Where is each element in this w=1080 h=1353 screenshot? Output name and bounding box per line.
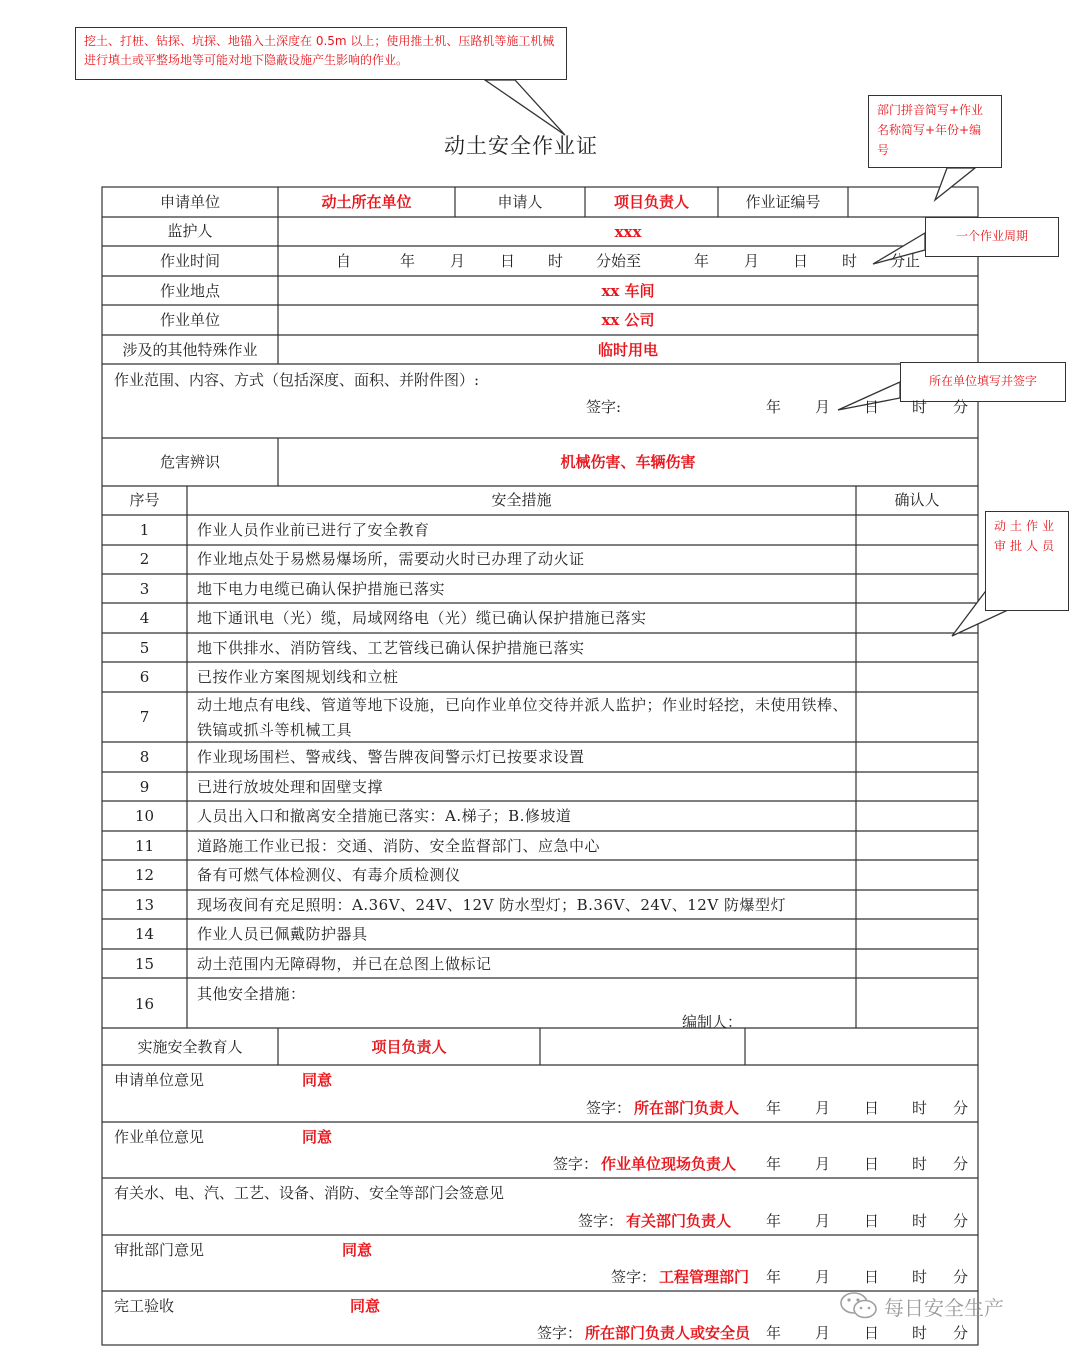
- measure-confirm[interactable]: [856, 516, 978, 544]
- measure-no: 14: [134, 925, 155, 943]
- opinion-value[interactable]: 同意: [342, 1241, 373, 1259]
- measure-text: 人员出入口和撤离安全措施已落实：A.梯子；B.修坡道: [197, 807, 572, 825]
- opinion-day: 日: [864, 1324, 880, 1342]
- opinion-minute: 分: [953, 1155, 969, 1173]
- opinion-minute: 分: [953, 1099, 969, 1117]
- opinion-hour: 时: [912, 1099, 928, 1117]
- measure-confirm[interactable]: [856, 802, 978, 830]
- opinion-day: 日: [864, 1212, 880, 1230]
- measure-confirm[interactable]: [856, 693, 978, 741]
- measure-text: 地下电力电缆已确认保护措施已落实: [197, 580, 446, 598]
- opinion-label: 作业单位意见: [114, 1128, 205, 1146]
- time-label: 作业时间: [159, 252, 220, 270]
- opinion-month: 月: [815, 1268, 831, 1286]
- guardian-value[interactable]: xxx: [614, 223, 642, 241]
- education-field-2[interactable]: [540, 1029, 745, 1064]
- measure-compiler-label: 编制人：: [682, 1013, 743, 1031]
- measure-no: 6: [139, 668, 150, 686]
- opinion-label: 申请单位意见: [114, 1071, 205, 1089]
- page-title: 动土安全作业证: [444, 134, 598, 158]
- guardian-label: 监护人: [167, 222, 213, 240]
- measures-col-no: 序号: [129, 491, 160, 509]
- hazard-value[interactable]: 机械伤害、车辆伤害: [560, 453, 696, 471]
- time-from-year: 年: [400, 252, 416, 270]
- opinion-label: 完工验收: [114, 1297, 175, 1315]
- education-label: 实施安全教育人: [137, 1038, 243, 1056]
- measure-confirm[interactable]: [856, 950, 978, 978]
- measure-no: 9: [139, 778, 150, 796]
- special-work-label: 涉及的其他特殊作业: [122, 341, 258, 359]
- opinion-minute: 分: [953, 1268, 969, 1286]
- work-unit-value[interactable]: xx 公司: [601, 311, 655, 329]
- opinion-label: 审批部门意见: [114, 1241, 205, 1259]
- opinion-signer[interactable]: 作业单位现场负责人: [601, 1155, 737, 1173]
- measure-no: 4: [139, 609, 150, 627]
- wechat-icon: [838, 1290, 880, 1320]
- location-label: 作业地点: [159, 282, 220, 300]
- measure-text: 道路施工作业已报：交通、消防、安全监督部门、应急中心: [197, 837, 601, 855]
- measure-confirm[interactable]: [856, 743, 978, 771]
- watermark-text: 每日安全生产: [884, 1296, 1004, 1320]
- time-to-day: 日: [793, 252, 809, 270]
- callout-permit-no-text: 部门拼音简写+作业名称简写+年份+编号: [877, 103, 984, 157]
- measure-confirm[interactable]: [856, 545, 978, 573]
- education-field-3[interactable]: [745, 1029, 978, 1064]
- opinion-hour: 时: [912, 1324, 928, 1342]
- measure-confirm[interactable]: [856, 663, 978, 691]
- measure-no: 13: [134, 896, 155, 914]
- measure-text: 备有可燃气体检测仪、有毒介质检测仪: [197, 866, 461, 884]
- measure-text: 作业现场围栏、警戒线、警告牌夜间警示灯已按要求设置: [197, 748, 585, 766]
- opinion-value[interactable]: 同意: [302, 1128, 333, 1146]
- measure-confirm[interactable]: [856, 773, 978, 801]
- opinion-sign-label: 签字：: [537, 1324, 583, 1342]
- opinion-hour: 时: [912, 1212, 928, 1230]
- opinion-month: 月: [815, 1155, 831, 1173]
- opinion-day: 日: [864, 1268, 880, 1286]
- scope-sign-label: 签字:: [586, 398, 622, 416]
- opinion-year: 年: [766, 1099, 782, 1117]
- measures-col-measure: 安全措施: [491, 491, 552, 509]
- measure-no: 16: [134, 995, 155, 1013]
- measure-text: 地下通讯电（光）缆，局域网络电（光）缆已确认保护措施已落实: [197, 609, 647, 627]
- measure-text: 作业人员已佩戴防护器具: [197, 925, 368, 943]
- opinion-minute: 分: [953, 1324, 969, 1342]
- opinion-year: 年: [766, 1324, 782, 1342]
- opinion-day: 日: [864, 1155, 880, 1173]
- scope-hour: 时: [912, 398, 928, 416]
- measure-confirm[interactable]: [856, 634, 978, 662]
- measure-text: 地下供排水、消防管线、工艺管线已确认保护措施已落实: [197, 639, 585, 657]
- callout-approver-text: 动土作业审批人员: [994, 519, 1059, 553]
- measure-no: 10: [134, 807, 155, 825]
- applicant-label: 申请人: [497, 193, 543, 211]
- opinion-signer[interactable]: 有关部门负责人: [626, 1212, 732, 1230]
- location-value[interactable]: xx 车间: [601, 282, 655, 300]
- measure-confirm[interactable]: [856, 861, 978, 889]
- opinion-month: 月: [815, 1099, 831, 1117]
- measure-no: 5: [139, 639, 150, 657]
- measure-text: 动土地点有电线、管道等地下设施，已向作业单位交待并派人监护；作业时轻挖，未使用铁棒、铁镐或抓斗等机械工具: [197, 696, 849, 739]
- education-value[interactable]: 项目负责人: [371, 1038, 447, 1056]
- measure-no: 3: [139, 580, 150, 598]
- measure-confirm[interactable]: [856, 891, 978, 919]
- opinion-year: 年: [766, 1155, 782, 1173]
- opinion-value[interactable]: 同意: [302, 1071, 333, 1089]
- time-to-month: 月: [744, 252, 760, 270]
- time-mid-label: 分始至: [596, 252, 642, 270]
- opinion-value[interactable]: 同意: [350, 1297, 381, 1315]
- measure-text: 作业地点处于易燃易爆场所，需要动火时已办理了动火证: [197, 550, 585, 568]
- callout-period-text: 一个作业周期: [955, 229, 1028, 243]
- measure-no: 8: [139, 748, 150, 766]
- measure-no: 12: [134, 866, 155, 884]
- applicant-unit-label: 申请单位: [159, 193, 220, 211]
- measures-col-confirm: 确认人: [894, 491, 940, 509]
- measure-confirm[interactable]: [856, 920, 978, 948]
- permit-no-label: 作业证编号: [745, 193, 821, 211]
- hazard-label: 危害辨识: [159, 453, 220, 471]
- time-from-hour: 时: [548, 252, 564, 270]
- scope-minute: 分: [953, 398, 969, 416]
- scope-month: 月: [815, 398, 831, 416]
- measure-confirm[interactable]: [856, 979, 978, 1027]
- scope-year: 年: [766, 398, 782, 416]
- opinion-signer[interactable]: 所在部门负责人: [634, 1099, 740, 1117]
- time-from-month: 月: [450, 252, 466, 270]
- time-to-year: 年: [694, 252, 710, 270]
- measure-confirm[interactable]: [856, 604, 978, 632]
- applicant-unit-value[interactable]: 动土所在单位: [321, 193, 412, 211]
- opinion-sign-label: 签字：: [578, 1212, 624, 1230]
- opinion-hour: 时: [912, 1155, 928, 1173]
- measure-text: 现场夜间有充足照明：A.36V、24V、12V 防水型灯；B.36V、24V、12V 防爆型灯: [197, 896, 786, 914]
- callout-top: [75, 27, 567, 80]
- work-unit-label: 作业单位: [159, 311, 220, 329]
- opinion-month: 月: [815, 1212, 831, 1230]
- opinion-year: 年: [766, 1212, 782, 1230]
- measure-no: 11: [134, 837, 155, 855]
- measure-no: 2: [139, 550, 150, 568]
- callout-approver: [985, 511, 1069, 611]
- opinion-sign-label: 签字：: [586, 1099, 632, 1117]
- opinion-sign-label: 签字：: [611, 1268, 657, 1286]
- time-from-label: 自: [336, 252, 352, 270]
- opinion-day: 日: [864, 1099, 880, 1117]
- opinion-sign-label: 签字：: [553, 1155, 599, 1173]
- special-work-value[interactable]: 临时用电: [597, 341, 658, 359]
- measure-no: 7: [139, 708, 150, 726]
- applicant-value[interactable]: 项目负责人: [613, 193, 689, 211]
- measure-no: 15: [134, 955, 155, 973]
- opinion-signer[interactable]: 所在部门负责人或安全员: [585, 1324, 751, 1342]
- opinion-year: 年: [766, 1268, 782, 1286]
- scope-day: 日: [864, 398, 880, 416]
- time-to-hour: 时: [842, 252, 858, 270]
- measure-text: 动土范围内无障碍物，并已在总图上做标记: [197, 955, 492, 973]
- top-callout-pointer: [485, 80, 565, 135]
- permit-callout-pointer: [935, 168, 975, 200]
- scope-label: 作业范围、内容、方式（包括深度、面积、并附件图）:: [114, 371, 480, 389]
- measure-text: 其他安全措施：: [197, 985, 306, 1003]
- measure-no: 1: [139, 521, 150, 539]
- time-end-label: 分止: [890, 252, 921, 270]
- measure-text: 已进行放坡处理和固壁支撑: [197, 778, 384, 796]
- callout-top-text: 挖土、打桩、钻探、坑探、地锚入土深度在 0.5m 以上；使用推土机、压路机等施工机械进行填土或平整场地等可能对地下隐蔽设施产生影响的作业。: [84, 34, 555, 67]
- callout-scope-sign-text: 所在单位填写并签字: [928, 374, 1037, 388]
- measure-confirm[interactable]: [856, 575, 978, 603]
- measure-text: 已按作业方案图规划线和立桩: [197, 668, 399, 686]
- opinion-minute: 分: [953, 1212, 969, 1230]
- opinion-month: 月: [815, 1324, 831, 1342]
- measure-text: 作业人员作业前已进行了安全教育: [197, 521, 430, 539]
- opinion-signer[interactable]: 工程管理部门: [659, 1268, 750, 1286]
- measure-confirm[interactable]: [856, 832, 978, 860]
- time-from-day: 日: [500, 252, 516, 270]
- opinion-hour: 时: [912, 1268, 928, 1286]
- opinion-label: 有关水、电、汽、工艺、设备、消防、安全等部门会签意见: [114, 1184, 505, 1202]
